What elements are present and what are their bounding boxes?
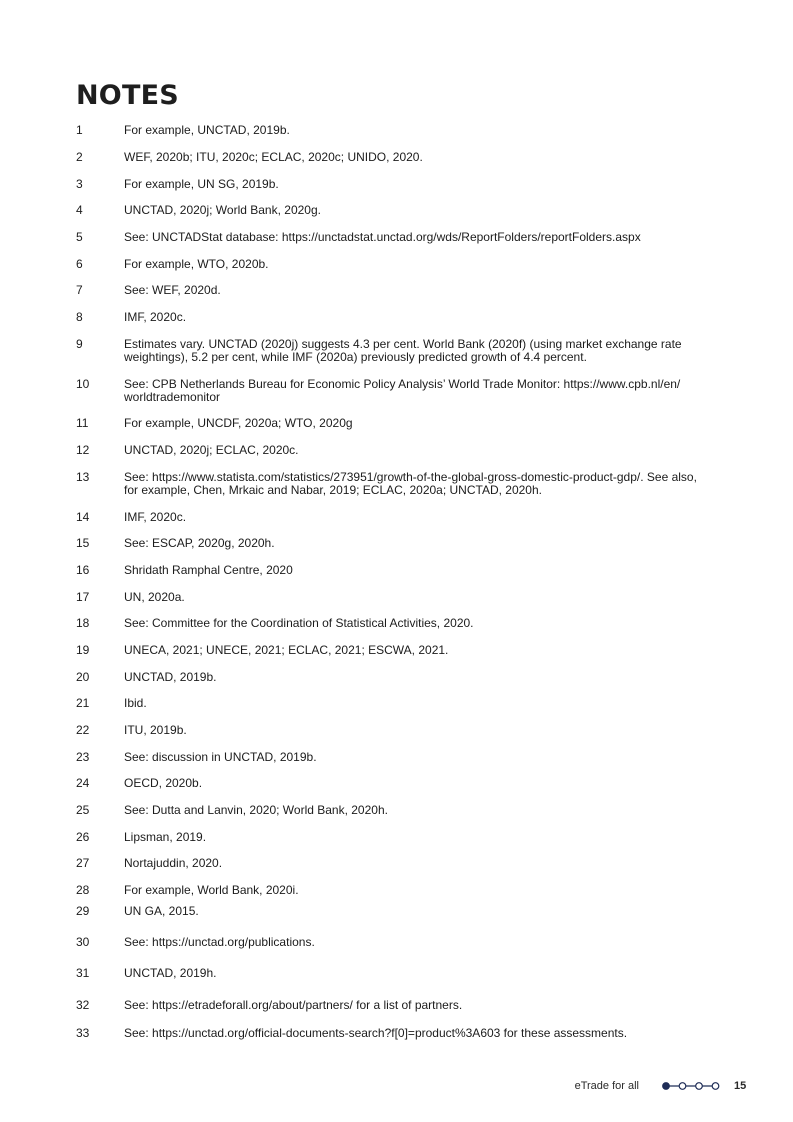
note-text: UN, 2020a. bbox=[124, 590, 185, 604]
note-text: See: WEF, 2020d. bbox=[124, 283, 221, 297]
note-text: For example, World Bank, 2020i. bbox=[124, 883, 299, 897]
note-number: 1 bbox=[76, 123, 83, 137]
note-number: 8 bbox=[76, 310, 83, 324]
note-text: UNCTAD, 2019h. bbox=[124, 966, 217, 980]
note-text: IMF, 2020c. bbox=[124, 510, 187, 524]
note-text: For example, UN SG, 2019b. bbox=[124, 177, 279, 191]
note-text: UNCTAD, 2019b. bbox=[124, 670, 217, 684]
note-number: 13 bbox=[76, 470, 90, 484]
note-text: For example, UNCTAD, 2019b. bbox=[124, 123, 290, 137]
note-number: 5 bbox=[76, 230, 83, 244]
note-text: See: discussion in UNCTAD, 2019b. bbox=[124, 750, 317, 764]
note-text: For example, UNCDF, 2020a; WTO, 2020g bbox=[124, 416, 353, 430]
note-number: 22 bbox=[76, 723, 90, 737]
note-text: See: https://etradeforall.org/about/partners/ for a list of partners. bbox=[124, 998, 463, 1012]
note-text: WEF, 2020b; ITU, 2020c; ECLAC, 2020c; UNIDO, 2020. bbox=[124, 150, 423, 164]
note-number: 6 bbox=[76, 257, 83, 271]
note-text: UN GA, 2015. bbox=[124, 904, 199, 918]
note-number: 14 bbox=[76, 510, 90, 524]
note-text: ITU, 2019b. bbox=[124, 723, 187, 737]
note-number: 10 bbox=[76, 377, 90, 391]
note-number: 19 bbox=[76, 643, 90, 657]
note-text: Nortajuddin, 2020. bbox=[124, 856, 223, 870]
note-text: See: UNCTADStat database: https://unctadstat.unctad.org/wds/ReportFolders/reportFolders.aspx bbox=[124, 230, 641, 244]
note-number: 33 bbox=[76, 1026, 90, 1040]
footer-brand: eTrade for all bbox=[574, 1080, 639, 1092]
note-number: 29 bbox=[76, 904, 90, 918]
note-text: IMF, 2020c. bbox=[124, 310, 187, 324]
page-title: NOTES bbox=[76, 80, 179, 111]
page-number: 15 bbox=[734, 1080, 747, 1092]
note-number: 21 bbox=[76, 696, 90, 710]
page-footer bbox=[0, 1079, 793, 1095]
note-number: 20 bbox=[76, 670, 90, 684]
note-number: 28 bbox=[76, 883, 90, 897]
note-text: UNCTAD, 2020j; World Bank, 2020g. bbox=[124, 203, 321, 217]
note-number: 9 bbox=[76, 337, 83, 351]
note-number: 23 bbox=[76, 750, 90, 764]
note-text: Shridath Ramphal Centre, 2020 bbox=[124, 563, 293, 577]
note-number: 31 bbox=[76, 966, 90, 980]
note-number: 17 bbox=[76, 590, 90, 604]
note-text: See: Dutta and Lanvin, 2020; World Bank, 2020h. bbox=[124, 803, 388, 817]
note-number: 18 bbox=[76, 616, 90, 630]
note-text: See: ESCAP, 2020g, 2020h. bbox=[124, 536, 275, 550]
note-number: 7 bbox=[76, 283, 83, 297]
note-number: 24 bbox=[76, 776, 90, 790]
note-number: 4 bbox=[76, 203, 83, 217]
note-text: See: https://unctad.org/official-documents-search?f[0]=product%3A603 for these assessments. bbox=[124, 1026, 628, 1040]
note-text: UNCTAD, 2020j; ECLAC, 2020c. bbox=[124, 443, 299, 457]
note-text: See: CPB Netherlands Bureau for Economic Policy Analysis’ World Trade Monitor: https://www.cpb.nl/en/ worldtrademonitor bbox=[124, 377, 681, 404]
note-number: 15 bbox=[76, 536, 90, 550]
note-number: 3 bbox=[76, 177, 83, 191]
note-number: 32 bbox=[76, 998, 90, 1012]
note-number: 11 bbox=[76, 416, 89, 430]
note-number: 12 bbox=[76, 443, 90, 457]
note-text: See: Committee for the Coordination of Statistical Activities, 2020. bbox=[124, 616, 474, 630]
note-number: 26 bbox=[76, 830, 90, 844]
note-text: See: https://www.statista.com/statistics/273951/growth-of-the-global-gross-domestic-product-gdp/. See also, for example, Chen, Mrkaic and Nabar, 2019; ECLAC, 2020a; UNCTAD, 2020h. bbox=[124, 470, 697, 497]
note-text: OECD, 2020b. bbox=[124, 776, 203, 790]
note-text: For example, WTO, 2020b. bbox=[124, 257, 269, 271]
note-number: 25 bbox=[76, 803, 90, 817]
progress-dots-icon bbox=[662, 1080, 720, 1092]
note-number: 16 bbox=[76, 563, 90, 577]
note-number: 27 bbox=[76, 856, 90, 870]
note-text: Ibid. bbox=[124, 696, 147, 710]
note-text: Lipsman, 2019. bbox=[124, 830, 207, 844]
note-number: 30 bbox=[76, 935, 90, 949]
note-text: Estimates vary. UNCTAD (2020j) suggests 4.3 per cent. World Bank (2020f) (using market exchange rate weightings), 5.2 per cent, while IMF (2020a) previously predicted growth of 4.4 percent. bbox=[124, 337, 682, 364]
note-text: UNECA, 2021; UNECE, 2021; ECLAC, 2021; ESCWA, 2021. bbox=[124, 643, 449, 657]
note-text: See: https://unctad.org/publications. bbox=[124, 935, 315, 949]
note-number: 2 bbox=[76, 150, 83, 164]
